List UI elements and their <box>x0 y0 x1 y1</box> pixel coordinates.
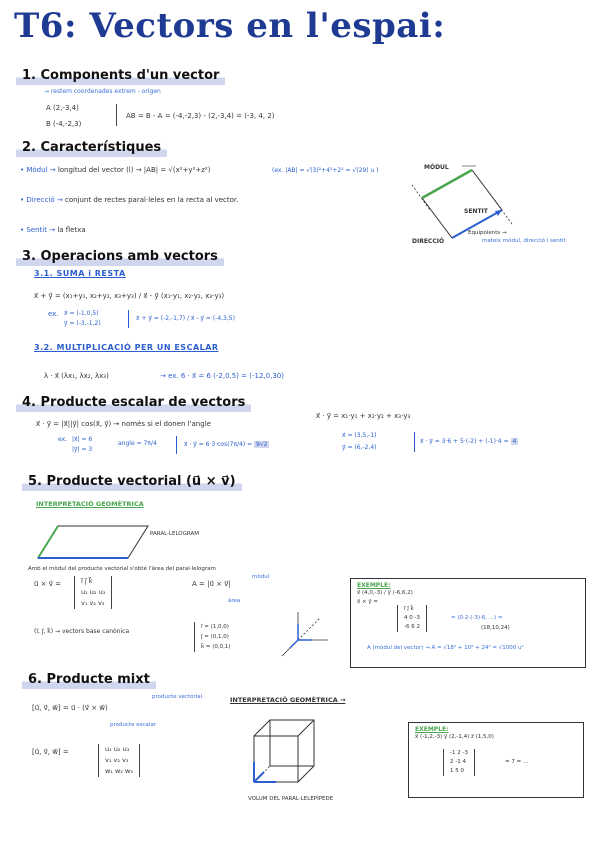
mixed-determinant <box>98 744 140 777</box>
section-heading-producte-vectorial: 5. Producte vectorial (u⃗ × v⃗) <box>22 474 242 491</box>
cross-det-row: v₁ v₂ v₃ <box>81 599 105 607</box>
base-j: j⃗ = (0,1,0) <box>201 634 229 640</box>
modul-label: • Mòdul → <box>20 166 56 174</box>
base-k: k⃗ = (0,0,1) <box>201 644 231 650</box>
sentit-label: • Sentit → <box>20 226 56 234</box>
cross-example-area: A (mòdul del vector) → A = √18² + 10² + 24² = √1000 u² <box>367 645 524 651</box>
modul-text: longitud del vector (l) → |AB| = √(x²+y²+z²) <box>57 166 211 174</box>
equipolents-note: mateix mòdul, direcció i sentit <box>482 238 566 244</box>
cross-example-det <box>397 605 427 632</box>
base-list <box>194 622 237 652</box>
volume-label: VOLUM DEL PARAL·LELEPÍPEDE <box>248 796 334 802</box>
dot-ex2-y: y⃗ = (6,-2,4) <box>342 444 377 451</box>
cross-example-line1: x⃗ (4,0,-3) / y⃗ (-6,6,2) <box>357 590 413 596</box>
sub-suma-resta: 3.1. SUMA i RESTA <box>34 269 126 278</box>
sub-escalar: 3.2. MULTIPLICACIÓ PER UN ESCALAR <box>34 343 219 352</box>
diagram-label-direccio: DIRECCIÓ <box>412 238 445 245</box>
area-formula: A = |u⃗ × v⃗| <box>192 580 231 588</box>
cross-example-det-row: -6 6 2 <box>404 624 420 630</box>
mixed-det-row: w₁ w₂ w₃ <box>105 767 133 775</box>
sum-ex-result: x⃗ + y⃗ = (-2,-1,7) / x⃗ - y⃗ = (-4,3,5) <box>136 315 235 322</box>
mixed-example-det-row: 2 -1 4 <box>450 759 466 765</box>
dot-ex2-answer: 4 <box>512 438 517 445</box>
diagram-label-sentit: SENTIT <box>464 208 488 215</box>
s1-note: → restem coordenades extrem - origen <box>44 88 161 95</box>
cross-det-row: u₁ u₂ u₃ <box>81 588 106 596</box>
s1-formula: AB = B - A = (-4,-2,3) - (2,-3,4) = (-3, 4, 2) <box>126 112 275 120</box>
dot-ex-label: ex. <box>58 436 68 443</box>
dot-ex2-result: x⃗ · y⃗ = 3·6 + 5·(-2) + (-1)·4 = <box>420 438 511 445</box>
parallelogram-diagram <box>28 518 168 564</box>
dot-ex2-bracket <box>410 432 415 452</box>
dot-ex-bracket <box>172 436 177 454</box>
equipolents-label: Equipolents → <box>468 230 507 236</box>
page-title: T6: Vectors en l'espai: <box>14 6 446 46</box>
mixed-formula: [u⃗, v⃗, w⃗] = u⃗ · (v⃗ × w⃗) <box>32 704 108 712</box>
dot-formula: x⃗ · y⃗ = |x⃗||y⃗| cos(x⃗, y⃗) → només si el donen l'angle <box>36 420 211 428</box>
parallelepiped-diagram <box>240 712 324 790</box>
cross-example-box <box>350 578 586 668</box>
mixed-example-box <box>408 722 584 798</box>
cross-example-vector: (18,10,24) <box>481 625 510 631</box>
dot-ex-x: |x⃗| = 6 <box>72 436 93 443</box>
sum-ex-y: y⃗ = (-3,-1,2) <box>64 320 101 327</box>
mixed-example-det-row: 1 5 0 <box>450 768 464 774</box>
mixed-det-left: [u⃗, v⃗, w⃗] = <box>32 748 69 756</box>
cross-det-row: i⃗ j⃗ k⃗ <box>81 577 93 585</box>
dot-ex-angle: angle = 7π/4 <box>118 440 157 447</box>
area-unit-label: àrea <box>228 598 241 604</box>
mixed-small-vectorial: producte vectorial <box>152 694 203 700</box>
section-heading-producte-escalar: 4. Producte escalar de vectors <box>16 395 251 412</box>
direccio-label: • Direcció → <box>20 196 63 204</box>
direccio-text: conjunt de rectes paral·leles en la recta al vector. <box>64 196 239 204</box>
s1-bracket <box>112 104 117 126</box>
mixed-small-escalar: producte escalar <box>110 722 157 728</box>
sum-formula: x⃗ + y⃗ = (x₁+y₁, x₂+y₂, x₃+y₃) / x⃗ - y⃗ (x₁-y₁, x₂-y₂, x₃-y₃) <box>34 292 225 300</box>
section-heading-components: 1. Components d'un vector <box>16 68 225 85</box>
modul-example: (ex. |AB| = √(3)²+4²+2² = √(29) u ) <box>272 167 379 174</box>
base-i: i⃗ = (1,0,0) <box>201 624 229 630</box>
mixed-det-row: u₁ u₂ u₃ <box>105 745 130 753</box>
base-text: (i⃗, j⃗, k⃗) → vectors base canònica <box>34 628 130 635</box>
axes-diagram <box>276 606 336 662</box>
mixed-example-title: EXEMPLE: <box>415 726 449 733</box>
sum-ex-bracket <box>124 310 129 328</box>
mixed-example-det-row: -1 2 -3 <box>450 750 468 756</box>
s1-point-b: B (-4,-2,3) <box>46 120 82 128</box>
mixed-example-line1: x⃗ (-1,2,-3) y⃗ (2,-1,4) z⃗ (1,5,0) <box>415 734 494 740</box>
dot-ex2-x: x⃗ = (3,5,-1) <box>342 432 377 439</box>
cross-determinant <box>74 576 112 609</box>
dot-ex-y: |y⃗| = 3 <box>72 446 93 453</box>
dot-component-formula: x⃗ · y⃗ = x₁·y₁ + x₂·y₂ + x₃·y₃ <box>316 412 411 420</box>
area-small-label: mòdul <box>252 574 270 580</box>
cross-example-title: EXEMPLE: <box>357 582 391 589</box>
mixed-example-det <box>443 749 475 776</box>
mixed-det-row: v₁ v₂ v₃ <box>105 756 129 764</box>
dot-ex-result: x⃗ · y⃗ = 6·3·cos(7π/4) = <box>184 441 255 448</box>
mixed-interpretacio: INTERPRETACIÓ GEOMÈTRICA → <box>230 696 346 704</box>
cross-example-expand: = (0·2-(-3)·6, ...) = <box>451 615 503 621</box>
dot-ex-answer: 9√2 <box>256 441 268 448</box>
sentit-text: la fletxa <box>57 226 86 234</box>
cross-example-line2: x⃗ × y⃗ = <box>357 599 378 605</box>
cross-example-det-row: i⃗ j⃗ k⃗ <box>404 606 414 612</box>
section-heading-caracteristiques: 2. Característiques <box>16 140 167 157</box>
mixed-example-result: = 7 = ... <box>505 759 529 765</box>
scalar-example: → ex. 6 · x⃗ = 6 (-2,0,5) = (-12,0,30) <box>160 372 284 380</box>
sum-ex-label: ex. <box>48 310 59 318</box>
s1-point-a: A (2,-3,4) <box>46 104 79 112</box>
diagram-label-modul: MÒDUL <box>424 164 449 171</box>
parallelogram-label: PARAL·LELOGRAM <box>150 531 200 537</box>
area-note: Amb el mòdul del producte vectorial s'obté l'àrea del paral·lelogram <box>28 566 216 572</box>
sum-ex-x: x⃗ = (-1,0,5) <box>64 310 99 317</box>
section-heading-operacions: 3. Operacions amb vectors <box>16 249 224 266</box>
s5-interpretacio: INTERPRETACIÓ GEOMÈTRICA <box>36 500 144 508</box>
section-heading-producte-mixt: 6. Producte mixt <box>22 672 156 689</box>
cross-det-left: u⃗ × v⃗ = <box>34 580 61 588</box>
scalar-formula: λ · x⃗ (λx₁, λx₂, λx₃) <box>44 372 109 380</box>
cross-example-det-row: 4 0 -3 <box>404 615 420 621</box>
